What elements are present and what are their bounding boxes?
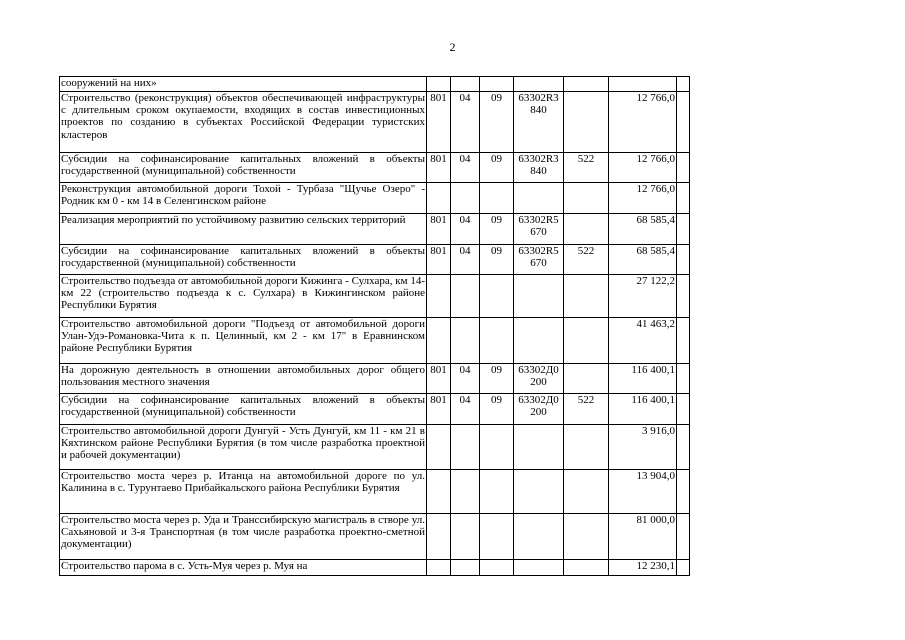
amount-cell: 12 766,0 [609,92,677,153]
target-article-cell [514,77,564,92]
ministry-code-cell [427,77,451,92]
table-row [60,394,690,425]
expense-type-cell [564,183,609,214]
amount-cell: 68 585,4 [609,214,677,245]
table-row [60,425,690,470]
expense-name-cell: Реализация мероприятий по устойчивому развитию сельских территорий [60,214,427,245]
expense-type-cell [564,275,609,318]
extra-cell [677,183,690,214]
extra-cell [677,560,690,576]
expense-type-cell: 522 [564,245,609,275]
subsection-code-cell [480,183,514,214]
extra-cell [677,214,690,245]
ministry-code-cell: 801 [427,245,451,275]
expense-type-cell [564,92,609,153]
section-code-cell [451,425,480,470]
extra-cell [677,394,690,425]
expense-name-cell: Субсидии на софинансирование капитальных вложений в объекты государственной (муниципальной) собственности [60,394,427,425]
expense-type-cell [564,77,609,92]
extra-cell [677,92,690,153]
extra-cell [677,364,690,394]
section-code-cell: 04 [451,394,480,425]
ministry-code-cell [427,470,451,514]
subsection-code-cell [480,470,514,514]
table-row [60,245,690,275]
table-row [60,275,690,318]
section-code-cell [451,275,480,318]
table-row [60,560,690,576]
table-row [60,92,690,153]
amount-cell: 3 916,0 [609,425,677,470]
subsection-code-cell: 09 [480,245,514,275]
subsection-code-cell [480,318,514,364]
target-article-cell: 63302R5 670 [514,245,564,275]
extra-cell [677,77,690,92]
section-code-cell: 04 [451,92,480,153]
section-code-cell [451,470,480,514]
section-code-cell: 04 [451,364,480,394]
ministry-code-cell: 801 [427,214,451,245]
section-code-cell: 04 [451,153,480,183]
subsection-code-cell [480,425,514,470]
expense-type-cell [564,214,609,245]
table-row [60,470,690,514]
ministry-code-cell [427,275,451,318]
expense-name-cell: Реконструкция автомобильной дороги Тохой - Турбаза "Щучье Озеро" - Родник км 0 - км 14 в Селенгинском районе [60,183,427,214]
extra-cell [677,425,690,470]
table-row [60,214,690,245]
amount-cell: 27 122,2 [609,275,677,318]
target-article-cell [514,470,564,514]
extra-cell [677,318,690,364]
expense-type-cell [564,318,609,364]
expense-name-cell: Строительство подъезда от автомобильной дороги Кижинга - Сулхара, км 14- км 22 (строительство подъезда к с. Сулхара) в Кижингинском районе Республики Бурятия [60,275,427,318]
expense-name-cell: сооружений на них» [60,77,427,92]
expense-type-cell: 522 [564,153,609,183]
target-article-cell [514,183,564,214]
extra-cell [677,470,690,514]
expense-name-cell: Строительство парома в с. Усть-Муя через р. Муя на [60,560,427,576]
ministry-code-cell: 801 [427,364,451,394]
target-article-cell [514,560,564,576]
amount-cell: 81 000,0 [609,514,677,560]
table-row [60,318,690,364]
section-code-cell [451,560,480,576]
subsection-code-cell [480,275,514,318]
table-row [60,153,690,183]
table-row [60,364,690,394]
extra-cell [677,153,690,183]
expense-type-cell [564,470,609,514]
section-code-cell: 04 [451,214,480,245]
amount-cell [609,77,677,92]
table-row [60,183,690,214]
expense-name-cell: Строительство (реконструкция) объектов обеспечивающей инфраструктуры с длительным сроком окупаемости, входящих в состав инвестиционных проектов по созданию в субъектах Российской Федерации туристских кластеров [60,92,427,153]
target-article-cell: 63302Д0 200 [514,394,564,425]
ministry-code-cell [427,318,451,364]
expense-type-cell: 522 [564,394,609,425]
section-code-cell: 04 [451,245,480,275]
expense-type-cell [564,560,609,576]
target-article-cell [514,318,564,364]
amount-cell: 13 904,0 [609,470,677,514]
table-row [60,514,690,560]
subsection-code-cell: 09 [480,364,514,394]
target-article-cell: 63302R3 840 [514,92,564,153]
section-code-cell [451,77,480,92]
amount-cell: 116 400,1 [609,364,677,394]
subsection-code-cell [480,560,514,576]
amount-cell: 12 766,0 [609,153,677,183]
expense-name-cell: Субсидии на софинансирование капитальных вложений в объекты государственной (муниципальной) собственности [60,153,427,183]
ministry-code-cell: 801 [427,92,451,153]
target-article-cell [514,425,564,470]
ministry-code-cell [427,560,451,576]
section-code-cell [451,514,480,560]
subsection-code-cell: 09 [480,92,514,153]
expense-name-cell: Строительство автомобильной дороги "Подъезд от автомобильной дороги Улан-Удэ-Романовка-Чита к п. Целинный, км 2 - км 17" в Еравнинском районе Республики Бурятия [60,318,427,364]
subsection-code-cell [480,514,514,560]
amount-cell: 116 400,1 [609,394,677,425]
budget-table [59,76,690,576]
ministry-code-cell [427,514,451,560]
ministry-code-cell [427,183,451,214]
subsection-code-cell: 09 [480,153,514,183]
target-article-cell: 63302R5 670 [514,214,564,245]
expense-type-cell [564,364,609,394]
section-code-cell [451,183,480,214]
target-article-cell: 63302Д0 200 [514,364,564,394]
target-article-cell: 63302R3 840 [514,153,564,183]
table-row [60,77,690,92]
expense-name-cell: Строительство автомобильной дороги Дунгуй - Усть Дунгуй, км 11 - км 21 в Кяхтинском районе Республики Бурятия (в том числе разработка проектной и рабочей документации) [60,425,427,470]
ministry-code-cell: 801 [427,153,451,183]
extra-cell [677,245,690,275]
subsection-code-cell [480,77,514,92]
extra-cell [677,514,690,560]
target-article-cell [514,514,564,560]
expense-type-cell [564,425,609,470]
expense-name-cell: Субсидии на софинансирование капитальных вложений в объекты государственной (муниципальной) собственности [60,245,427,275]
section-code-cell [451,318,480,364]
subsection-code-cell: 09 [480,214,514,245]
ministry-code-cell: 801 [427,394,451,425]
expense-name-cell: На дорожную деятельность в отношении автомобильных дорог общего пользования местного значения [60,364,427,394]
amount-cell: 41 463,2 [609,318,677,364]
amount-cell: 12 230,1 [609,560,677,576]
amount-cell: 12 766,0 [609,183,677,214]
expense-name-cell: Строительство моста через р. Итанца на автомобильной дороге по ул. Калинина в с. Турунтаево Прибайкальского района Республики Бурятия [60,470,427,514]
expense-name-cell: Строительство моста через р. Уда и Транссибирскую магистраль в створе ул. Сахьяновой и 3-я Транспортная (в том числе разработка проектно-сметной документации) [60,514,427,560]
page-number: 2 [449,40,456,54]
subsection-code-cell: 09 [480,394,514,425]
amount-cell: 68 585,4 [609,245,677,275]
expense-type-cell [564,514,609,560]
ministry-code-cell [427,425,451,470]
extra-cell [677,275,690,318]
target-article-cell [514,275,564,318]
